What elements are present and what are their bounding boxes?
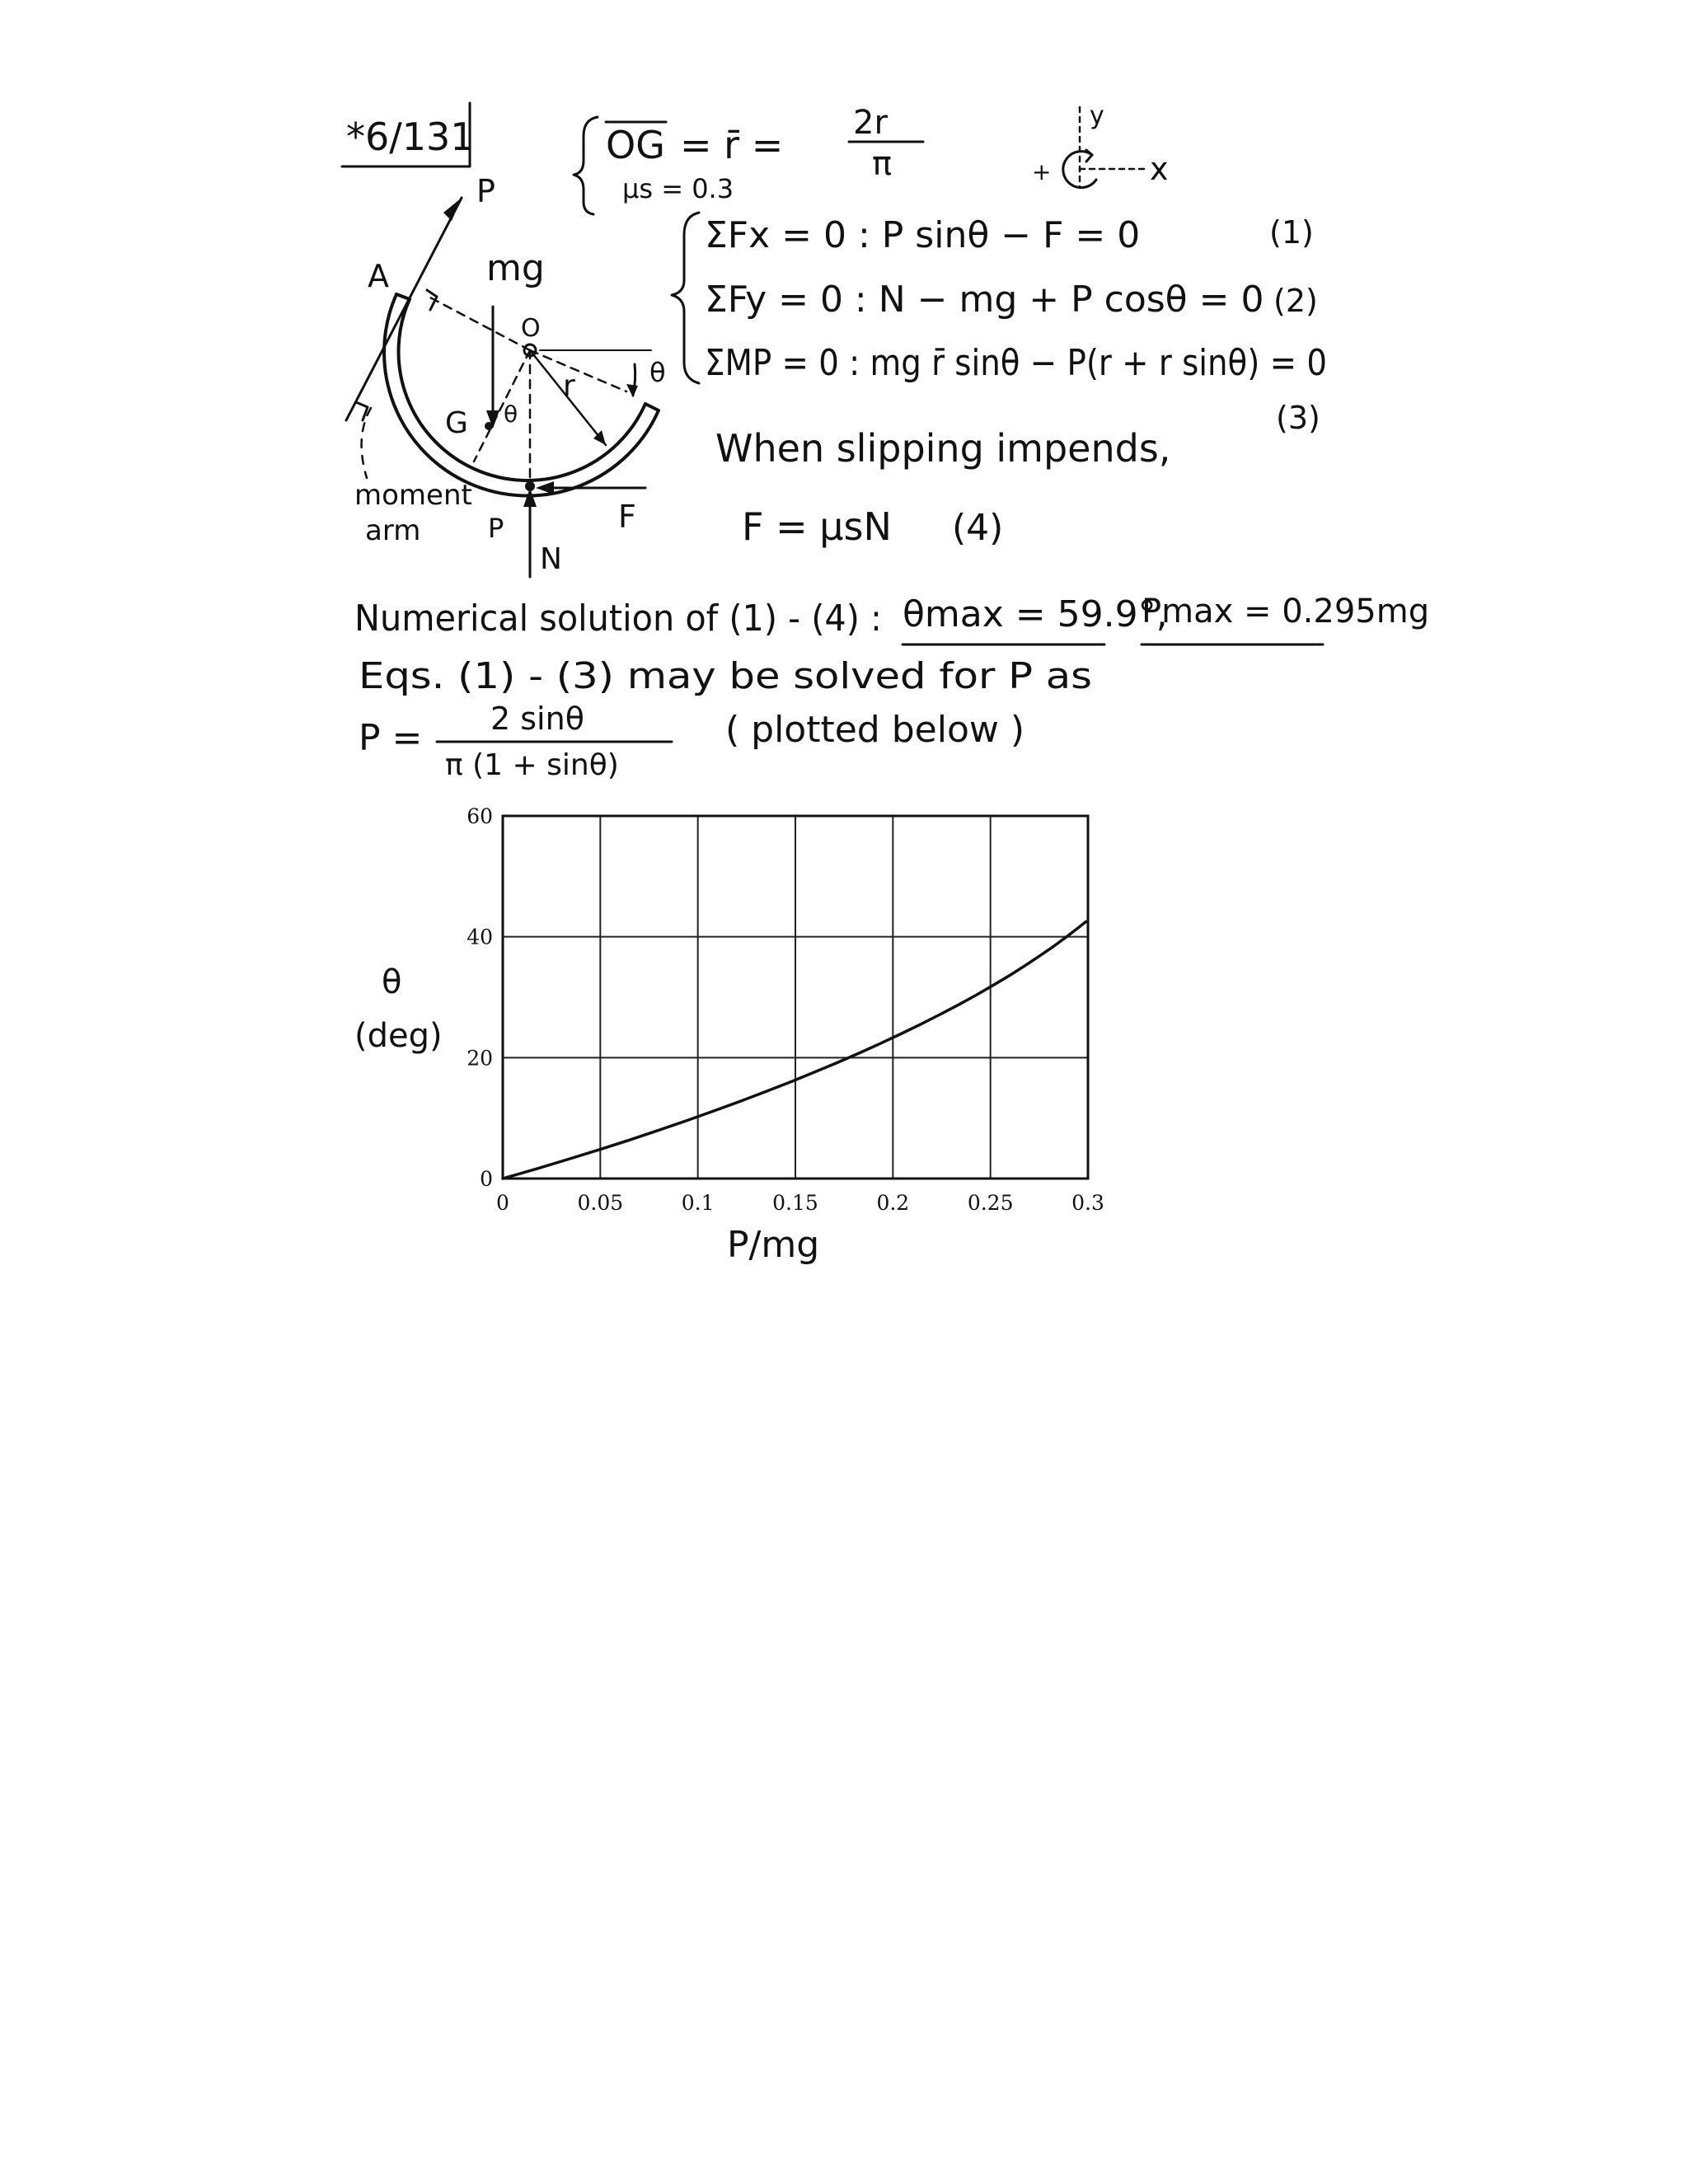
y-tick-label: 40 — [467, 925, 493, 949]
label-friction-F: F — [618, 499, 636, 535]
equation-2: ΣFy = 0 : N − mg + P cosθ = 0 — [705, 279, 1264, 321]
p-formula-denominator: π (1 + sinθ) — [445, 748, 619, 782]
label-weight-mg: mg — [486, 247, 545, 289]
x-tick-label: 0.25 — [967, 1191, 1014, 1215]
x-tick-label: 0.05 — [577, 1191, 624, 1215]
label-point-G: G — [445, 406, 468, 440]
label-point-p: P — [488, 513, 504, 544]
label-moment: moment — [354, 479, 472, 512]
x-axis-label: P/mg — [727, 1224, 820, 1266]
p-max-result: Pmax = 0.295mg — [1142, 593, 1430, 630]
problem-number: *6/131 — [346, 115, 475, 159]
label-arm: arm — [365, 514, 421, 547]
og-numerator: 2r — [853, 104, 888, 142]
x-tick-label: 0.15 — [772, 1191, 818, 1215]
x-tick-label: 0.1 — [681, 1191, 715, 1215]
y-axis-label-theta: θ — [382, 963, 402, 1001]
x-tick-label: 0.2 — [876, 1191, 910, 1215]
y-tick-label: 0 — [480, 1167, 493, 1191]
theta-vs-p-chart — [467, 804, 1104, 1215]
slip-equation-number: (4) — [952, 507, 1004, 549]
given-brace — [574, 117, 598, 214]
og-middle: = r̄ = — [680, 123, 784, 167]
chart-series-layer — [503, 921, 1086, 1179]
y-tick-label: 60 — [467, 804, 493, 828]
equation-1-number: (1) — [1269, 214, 1314, 251]
x-tick-label: 0.3 — [1071, 1191, 1104, 1215]
og-lhs: OG — [606, 123, 665, 167]
slip-text: When slipping impends, — [715, 426, 1171, 471]
axis-y-label: y — [1090, 101, 1104, 130]
plotted-note: ( plotted below ) — [725, 709, 1025, 751]
label-force-P: P — [476, 173, 495, 209]
label-theta-outer: θ — [649, 357, 666, 388]
equation-3-number: (3) — [1276, 400, 1320, 436]
label-point-O: O — [521, 314, 541, 343]
equation-1: ΣFx = 0 : P sinθ − F = 0 — [705, 214, 1141, 256]
label-radius-r: r — [563, 369, 575, 403]
mu-s-value: μs = 0.3 — [622, 173, 734, 204]
p-formula-lhs: P = — [359, 717, 423, 759]
theta-curve-line — [503, 921, 1086, 1179]
og-denominator: π — [872, 145, 893, 183]
slip-equation: F = μsN — [742, 504, 892, 549]
label-point-A: A — [368, 258, 389, 294]
chart-x-tick-labels — [496, 1191, 1104, 1215]
label-normal-N: N — [540, 542, 562, 576]
p-formula-numerator: 2 sinθ — [490, 701, 584, 737]
chart-grid — [503, 816, 1088, 1179]
equation-3: ΣMP = 0 : mg r̄ sinθ − P(r + r sinθ) = 0 — [705, 342, 1327, 384]
moment-sign-plus: + — [1032, 158, 1052, 185]
x-tick-label: 0 — [496, 1191, 509, 1215]
y-axis-label-deg: (deg) — [354, 1017, 443, 1055]
axes-icon — [1063, 107, 1146, 188]
solve-text: Eqs. (1) - (3) may be solved for P as — [359, 655, 1092, 697]
label-theta-inner: θ — [504, 401, 518, 428]
theta-max-result: θmax = 59.9°, — [903, 593, 1168, 635]
axis-x-label: x — [1150, 151, 1169, 187]
solution-lead: Numerical solution of (1) - (4) : — [354, 598, 882, 640]
equation-2-number: (2) — [1273, 283, 1318, 319]
equations-brace — [672, 213, 699, 383]
chart-y-tick-labels — [467, 804, 493, 1191]
y-tick-label: 20 — [467, 1046, 493, 1071]
